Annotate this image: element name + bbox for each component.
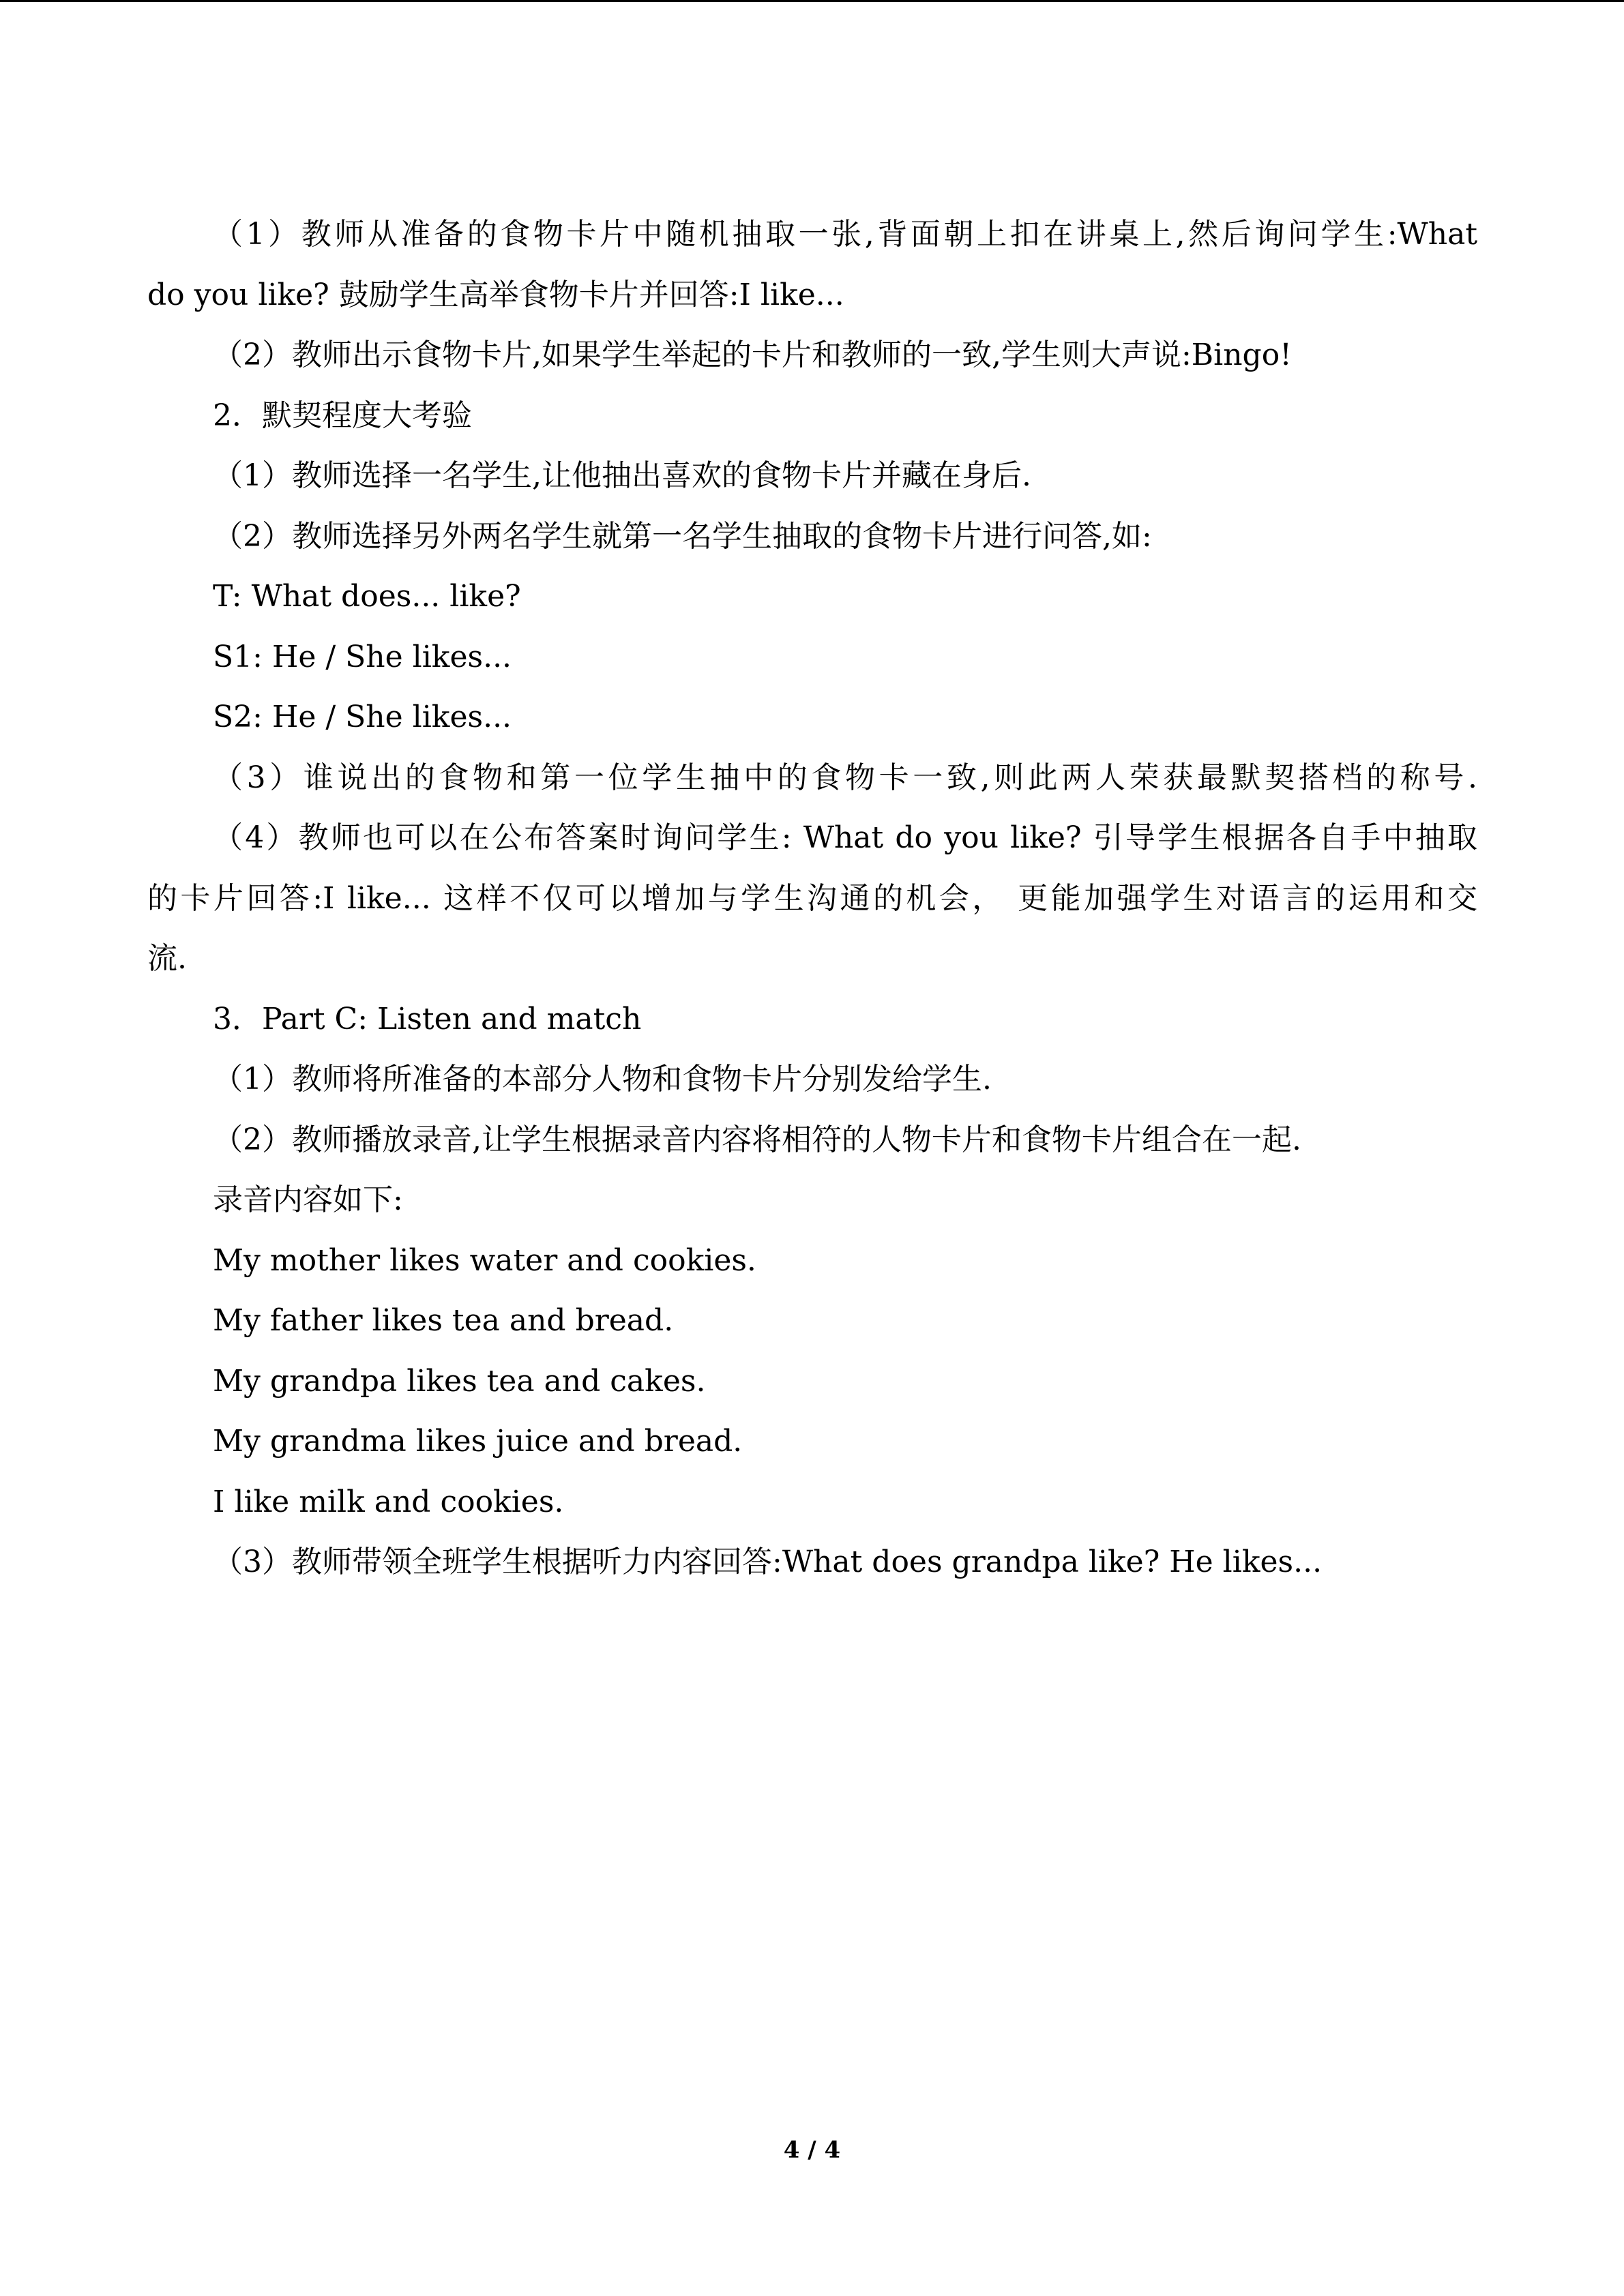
text-line: （2）教师出示食物卡片,如果学生举起的卡片和教师的一致,学生则大声说:Bingo! xyxy=(213,338,1292,372)
text-line: My father likes tea and bread. xyxy=(213,1303,674,1338)
text-line: My grandpa likes tea and cakes. xyxy=(213,1363,706,1399)
page-number: 4 / 4 xyxy=(783,2136,841,2164)
text-line: （1）教师选择一名学生,让他抽出喜欢的食物卡片并藏在身后. xyxy=(213,458,1031,493)
document-body xyxy=(147,205,1477,1593)
text-line: （3）谁说出的食物和第一位学生抽中的食物卡一致,则此两人荣获最默契搭档的称号. xyxy=(213,760,1477,795)
text-line: （2）教师选择另外两名学生就第一名学生抽取的食物卡片进行问答,如: xyxy=(213,518,1152,554)
text-line: T: What does... like? xyxy=(213,579,521,614)
text-line: （4）教师也可以在公布答案时询问学生: What do you like? 引导学生根据各自手中抽取 xyxy=(213,820,1477,855)
text-line: （1）教师将所准备的本部分人物和食物卡片分别发给学生. xyxy=(213,1062,992,1097)
text-line: My grandma likes juice and bread. xyxy=(213,1424,743,1459)
text-line: 的卡片回答:I like... 这样不仅可以增加与学生沟通的机会， 更能加强学生对语言的运用和交 xyxy=(147,880,1477,916)
text-line: 流. xyxy=(147,941,187,976)
top-border-rule xyxy=(0,0,1624,2)
text-line: S1: He / She likes... xyxy=(213,639,512,674)
text-line: 3．Part C: Listen and match xyxy=(213,1001,642,1037)
text-line: S2: He / She likes... xyxy=(213,700,512,734)
text-line: I like milk and cookies. xyxy=(213,1484,564,1519)
text-line: （2）教师播放录音,让学生根据录音内容将相符的人物卡片和食物卡片组合在一起. xyxy=(213,1122,1301,1157)
text-line: do you like? 鼓励学生高举食物卡片并回答:I like... xyxy=(147,277,844,312)
text-line: （1）教师从准备的食物卡片中随机抽取一张,背面朝上扣在讲桌上,然后询问学生:What xyxy=(213,217,1477,252)
text-line: （3）教师带领全班学生根据听力内容回答:What does grandpa like? He likes... xyxy=(213,1545,1323,1579)
text-line: 录音内容如下: xyxy=(213,1182,403,1217)
text-line: 2．默契程度大考验 xyxy=(213,398,472,433)
text-line: My mother likes water and cookies. xyxy=(213,1242,756,1278)
